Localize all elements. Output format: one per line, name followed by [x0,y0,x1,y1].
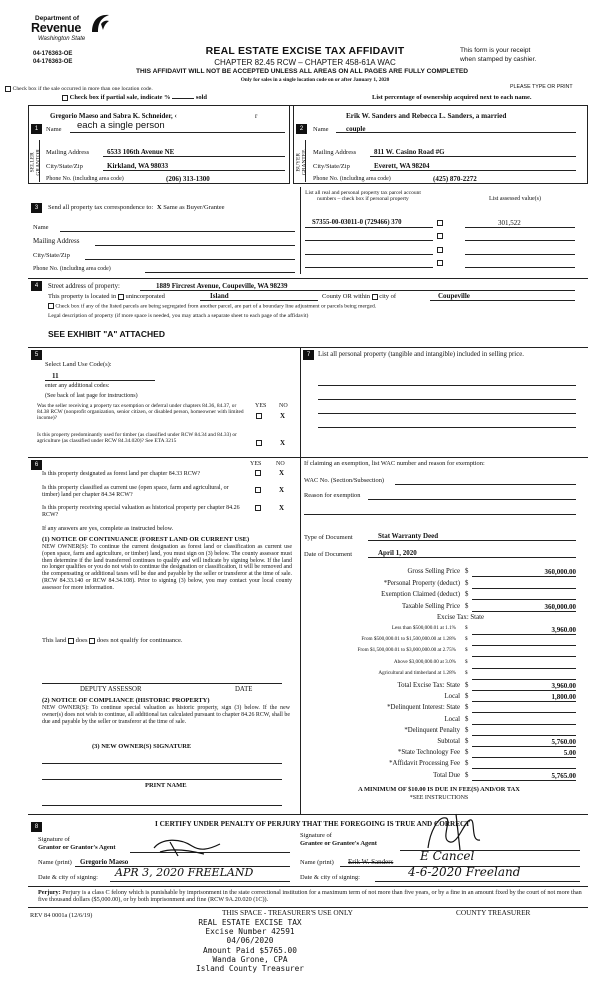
tax-row-dollar: $ [465,591,469,598]
grantor-sig-label-2: Grantor or Grantor's Agent [38,844,116,851]
tax-row-label: Agricultural and timberland at 1.28% [378,669,456,676]
tax-row-value: 5,760.00 [551,738,576,746]
form-code-1: 04-176363-OE [33,51,73,57]
buyer-name-line1: Erik W. Sanders and Rebecca L. Sanders, a married [346,112,507,120]
multi-location-label: Check box if the sale occurred in more than one location code. [12,86,153,92]
tax-row-label: Above $3,000,000.00 at 3.0% [393,658,456,665]
s5-q2-no-mark[interactable]: X [280,439,286,447]
excise-state-label: Excise Tax: State [437,614,484,621]
grantor-sig-label: Signature of [38,836,70,843]
s6-q2-no-mark[interactable]: X [279,486,285,494]
stamp-line-5: Wanda Grone, CPA [212,954,288,964]
logo-line-3: Washington State [38,36,86,42]
tax-row-dollar: $ [465,658,468,665]
assessed-value: 301,522 [498,219,521,227]
s6-q1-no-mark[interactable]: X [279,469,285,477]
notice-2-title: (2) NOTICE OF COMPLIANCE (HISTORIC PROPERTY) [42,697,210,704]
additional-codes-label: enter any additional codes: [45,383,110,389]
receipt-note-1: This form is your receipt [460,47,531,54]
assessor-date-label: DATE [235,686,253,693]
tax-row-label: Gross Selling Price [407,568,460,575]
doc-date-label: Date of Document [304,551,353,558]
same-as-buyer-mark[interactable]: X [156,204,162,211]
multi-location-checkbox[interactable] [5,86,11,92]
correspondence-name-label: Name [33,224,49,231]
s5-question-1: Was the seller receiving a property tax exemption or deferral under chapters 84.36, 84.37, or 84.38 RCW (nonprofit organization, senior citizen, or disabled person, homeowner with limited income)? [37,403,244,422]
tax-row-label: *State Technology Fee [397,749,460,757]
grantor-name-label: Name (print) [38,859,72,866]
new-owner-sig-label: (3) NEW OWNER(S) SIGNATURE [92,743,192,750]
s5-yes-header: YES [255,403,267,409]
partial-sale-suffix: sold [195,94,208,101]
doc-date-value: April 1, 2020 [378,549,417,557]
tax-row-dollar: $ [465,738,469,745]
stamp-line-2: Excise Number 42591 [205,927,295,937]
tax-row-dollar: $ [465,749,469,757]
see-instructions: *SEE INSTRUCTIONS [409,795,469,801]
grantee-date-value: 4-6-2020 Freeland [408,865,521,879]
tax-row-dollar: $ [465,636,468,643]
tax-row-label: Local [444,715,460,723]
buyer-phone-value: (425) 870-2272 [433,175,477,183]
multi-location-row [5,85,153,92]
does-not-label: does not qualify for continuance. [96,637,183,644]
tax-row-label: Exemption Claimed (deduct) [381,591,460,598]
partial-sale-label: Check box if partial sale, indicate % [69,94,171,101]
parcels-header: List all real and personal property tax parcel account numbers – check box if personal property [305,190,421,203]
correspondence-label: Send all property tax correspondence to: [48,204,154,211]
tax-row-dollar: $ [465,602,469,610]
partial-sale-checkbox[interactable] [62,95,68,101]
tax-row-value: 1,800.00 [551,693,576,702]
seller-name-line1: Gregorio Maeso and Sabra K. Schneider, ‹ [50,112,177,120]
perjury-notice [38,889,583,903]
s5-question-2: Is this property predominantly used for timber (as classified under RCW 84.34 and 84.33) or agriculture (as classified under RCW 84.34.020)? See ETA 3215 [37,432,237,445]
city-of-checkbox[interactable] [372,294,378,300]
s6-q2-yes-checkbox[interactable] [255,487,261,493]
tax-row-value: 3,960.00 [551,626,576,634]
form-subtitle: CHAPTER 82.45 RCW – CHAPTER 458-61A WAC [214,58,396,67]
grantor-date-label: Date & city of signing: [38,874,98,881]
parcel-1-personal-checkbox[interactable] [437,220,443,226]
s5-no-header: NO [279,403,288,409]
sales-note: Only for sales in a single location code on or after January 1, 2020 [240,77,390,83]
tax-row-dollar: $ [465,693,469,701]
does-label: does [75,637,88,644]
grantee-name-value: Erik W. Sanders [348,858,394,866]
tax-row-label: From $500,000.01 to $1,500,000.00 at 1.28% [361,636,456,643]
stamp-line-6: Island County Treasurer [196,963,304,973]
tax-row-label: Local [444,693,460,701]
seller-name-value: each a single person [77,120,165,131]
tax-row-dollar: $ [465,647,468,654]
buyer-side-text: BUYER GRANTEE [295,149,308,176]
city-of-label: city of [379,293,397,300]
s6-no-header: NO [276,461,285,467]
seller-side-label [30,140,40,182]
segregated-checkbox[interactable] [48,303,54,309]
parcel-4-personal-checkbox[interactable] [437,260,443,266]
grantor-name-value: Gregorio Maeso [80,858,129,866]
notice-1-title: (1) NOTICE OF CONTINUANCE (FOREST LAND OR CURRENT USE) [42,536,250,543]
land-use-label: Select Land Use Code(s): [45,361,112,368]
deputy-assessor-label: DEPUTY ASSESSOR [80,686,142,693]
s6-any-yes: If any answers are yes, complete as instructed below. [42,525,174,532]
correspondence-row [48,204,225,211]
form-code-2: 04-176363-OE [33,59,73,65]
certify-statement: I CERTIFY UNDER PENALTY OF PERJURY THAT THE FOREGOING IS TRUE AND CORRECT [155,820,470,828]
buyer-name-value: couple [346,125,366,133]
correspondence-phone-label: Phone No. (including area code) [33,266,111,272]
parcel-3-personal-checkbox[interactable] [437,247,443,253]
tax-row-label: Subtotal [437,738,460,745]
notice-1-text: NEW OWNER(S): To continue the current designation as forest land or classification as current use (open space, farm and agriculture, or timber) land, you must sign on (3) below. The county assessor must then determine if the land transferred continues to qualify and will indicate by signing below. If the land no longer qualifies or you do not wish to continue the designation or classification, it will be removed and the compensating or additional taxes will be due and payable by the seller or transferor at the time of sale. (RCW 84.33.140 or RCW 84.34.108). Prior to signing (3) below, you may contact your local county assessor for more information. [42,544,292,591]
form-title: REAL ESTATE EXCISE TAX AFFIDAVIT [205,45,405,57]
same-as-buyer-label: Same as Buyer/Grantee [163,204,225,211]
buyer-city-value: Everett, WA 98204 [374,162,430,170]
located-text: This property is located in [48,293,117,300]
personal-property-label: List all personal property (tangible and intangible) included in selling price. [318,351,524,358]
this-land-label: This land [42,637,67,644]
partial-sale-row [62,94,207,101]
s6-q3-no-mark[interactable]: X [279,504,285,512]
county-value: Island [210,292,229,300]
grantee-sig-label: Signature of [300,832,332,839]
doc-type-label: Type of Document [304,534,353,541]
buyer-name-label: Name [313,126,329,133]
segregated-note: Check box if any of the listed parcels are being segregated from another parcel, are part of a boundary line adjustment or parcels being merged. [55,303,377,310]
section-4-badge: 4 [31,281,42,291]
s5-q1-no-mark[interactable]: X [280,412,286,420]
tax-row-label: *Delinquent Interest: State [387,704,460,712]
legal-note: Legal description of property (if more space is needed, you may attach a separate sheet to each page of the affidavit) [48,313,309,319]
grantor-date-value: APR 3, 2020 FREELAND [115,866,254,879]
county-or-label: County OR within [322,293,371,300]
buyer-phone-label: Phone No. (including area code) [313,176,391,182]
treasurer-stamp [160,918,340,973]
section-6-badge: 6 [31,460,42,470]
grantor-signature [150,834,230,860]
stamp-line-1: REAL ESTATE EXCISE TAX [198,918,302,927]
tax-row-label: Total Due [433,771,460,779]
tax-row-dollar: $ [465,760,469,768]
section-7-badge: 7 [303,350,314,360]
treasurer-space-label: THIS SPACE - TREASURER'S USE ONLY [222,908,353,917]
s5-q2-yes-checkbox[interactable] [256,440,262,446]
grantee-sig-label-2: Grantee or Grantee's Agent [300,840,377,847]
s5-q1-yes-checkbox[interactable] [256,413,262,419]
print-name-label: PRINT NAME [145,782,187,789]
ownership-note: List percentage of ownership acquired next to each name. [372,94,532,101]
city-value: Coupeville [438,292,470,300]
section-2-badge: 2 [296,124,307,134]
grantee-name-label: Name (print) [300,859,334,866]
buyer-city-label: City/State/Zip [313,163,350,170]
tax-row-dollar: $ [465,682,469,689]
tax-row-label: *Personal Property (deduct) [383,579,460,587]
seller-name-label: Name [46,126,62,133]
stamp-line-3: 04/06/2020 [226,936,274,946]
seller-mailing-label: Mailing Address [46,149,90,156]
see-back-note: (See back of last page for instructions) [45,393,138,399]
s6-question-2: Is this property classified as current use (open space, farm and agricultural, or timber) land per chapter 84.34 RCW? [42,485,229,498]
tax-row-label: *Delinquent Penalty [404,726,460,734]
tax-row-value: 5.00 [563,749,576,758]
tax-row-value: 3,960.00 [551,682,576,690]
does-not-checkbox[interactable] [89,638,95,644]
tax-row-dollar: $ [465,771,469,779]
perjury-title: Perjury: [38,889,61,896]
street-label: Street address of property: [48,283,120,290]
buyer-mailing-value: 811 W. Casino Road #G [374,148,445,156]
seller-city-value: Kirkland, WA 98033 [107,162,169,170]
grantee-name-hand: E Cancel [420,849,475,863]
section-3-badge: 3 [31,203,42,213]
tax-row-label: Taxable Selling Price [401,602,460,610]
section-8-badge: 8 [31,822,42,832]
tax-row-dollar: $ [465,704,469,712]
wac-label: WAC No. (Section/Subsection) [304,477,385,484]
tax-row-dollar: $ [465,715,469,723]
does-checkbox[interactable] [68,638,74,644]
s6-question-3: Is this property receiving special valuation as historical property per chapter 84.26 RCW? [42,505,240,518]
tax-row-value: 360,000.00 [544,602,576,611]
exhibit-reference: SEE EXHIBIT "A" ATTACHED [48,329,165,339]
tax-row-dollar: $ [465,726,469,734]
correspondence-city-label: City/State/Zip [33,252,70,259]
print-note: PLEASE TYPE OR PRINT [510,84,573,90]
rev-number: REV 84 0001a (12/6/19) [30,912,93,919]
grantee-signature [420,812,490,852]
tax-row-value: 360,000.00 [544,568,576,576]
stamp-line-4: Amount Paid $5765.00 [203,945,297,955]
section-5-badge: 5 [31,350,42,360]
s6-q1-yes-checkbox[interactable] [255,470,261,476]
seller-city-label: City/State/Zip [46,163,83,170]
logo-line-1: Department of [35,15,80,22]
buyer-mailing-label: Mailing Address [313,149,357,156]
perjury-text: Perjury is a class C felony which is punishable by imprisonment in the state correctional institution for a maximum term of not more than five years, or by a fine in an amount fixed by the court of not more than five thousand dollars ($5,000.00), or by both imprisonment and fine (RCW 9A.20.020 (1C)). [38,889,582,904]
notice-2-text: NEW OWNER(S): To continue special valuation as historic property, sign (3) below. If the new owner(s) does not wish to continue, all additional tax calculated pursuant to chapter 84.26 RCW, shall be due and payable by the seller or transferor at the time of sale. [42,705,290,725]
seller-mailing-value: 6533 106th Avenue NE [107,148,175,156]
logo-line-2: Revenue [31,21,82,35]
s6-yes-header: YES [250,461,262,467]
continuance-row [42,637,183,644]
parcel-2-personal-checkbox[interactable] [437,233,443,239]
tax-row-label: Less than $500,000.01 at 1.1% [391,625,456,631]
tax-row-value: 5,765.00 [551,771,576,780]
assessed-header: List assessed value(s) [489,196,541,202]
seller-phone-label: Phone No. (including area code) [46,176,124,182]
unincorporated-label: unincorporated [125,293,165,300]
tax-row-dollar: $ [465,568,469,575]
located-row [48,293,165,300]
logo-emblem-icon [89,12,111,34]
tax-row-dollar: $ [465,625,468,631]
seller-phone-value: (206) 313-1300 [166,175,210,183]
grantee-date-label: Date & city of signing: [300,874,360,881]
receipt-note-2: when stamped by cashier. [460,56,537,63]
seller-side-text: SELLER GRANTOR [29,149,42,176]
minimum-note: A MINIMUM OF $10.00 IS DUE IN FEE(S) AND/OR TAX [358,786,520,793]
section-1-badge: 1 [31,124,42,134]
s6-q3-yes-checkbox[interactable] [255,505,261,511]
dor-logo [31,12,126,44]
s6-question-1: Is this property designated as forest land per chapter 84.33 RCW? [42,471,201,477]
county-or-row [322,293,396,300]
tax-row-label: Total Excise Tax: State [397,682,460,689]
correspondence-mailing-label: Mailing Address [33,237,80,245]
seller-name-r: r [255,112,258,120]
land-use-value: 11 [52,372,59,380]
exemption-label: If claiming an exemption, list WAC number and reason for exemption: [304,460,485,467]
street-value: 1889 Fircrest Avenue, Coupeville, WA 98239 [156,282,288,290]
parcel-number: S7355-00-03011-0 (729466) 370 [312,219,402,226]
buyer-side-label [296,140,306,182]
tax-row-dollar: $ [465,669,468,676]
completion-warning: THIS AFFIDAVIT WILL NOT BE ACCEPTED UNLESS ALL AREAS ON ALL PAGES ARE FULLY COMPLETED [135,68,469,75]
segregated-row [48,303,376,310]
doc-type-value: Stat Warranty Deed [378,532,439,540]
unincorporated-checkbox[interactable] [118,294,124,300]
tax-row-dollar: $ [465,579,469,587]
tax-row-label: From $1,500,000.01 to $3,000,000.00 at 2.75% [357,647,456,654]
reason-label: Reason for exemption [304,492,361,499]
tax-row-label: *Affidavit Processing Fee [389,760,460,768]
county-treasurer-label: COUNTY TREASURER [456,908,531,917]
